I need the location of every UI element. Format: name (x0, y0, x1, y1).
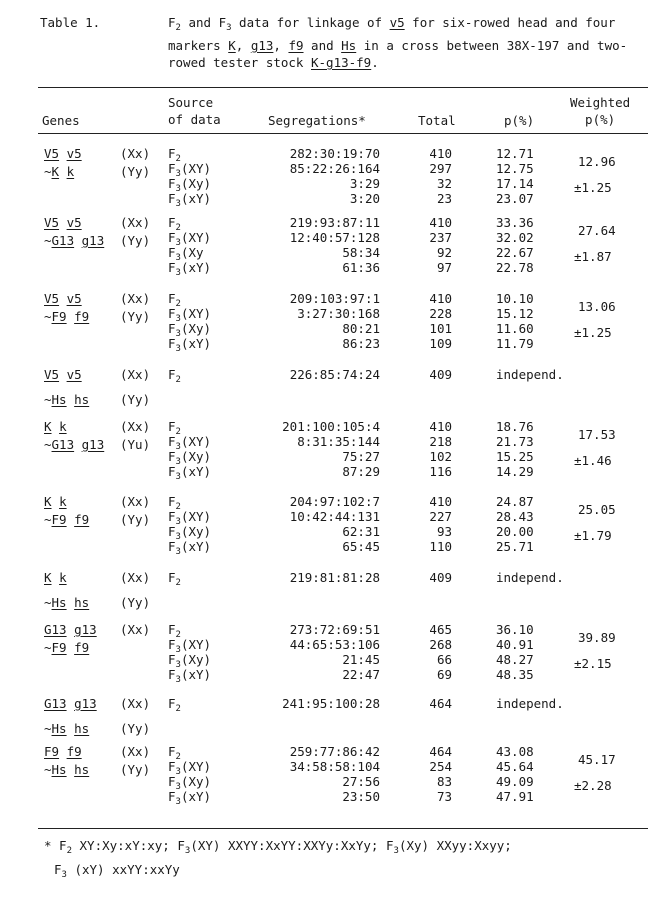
p-cell: 12.75 (496, 161, 534, 176)
bottom-rule (38, 828, 648, 829)
p-cell: 43.08 (496, 744, 534, 759)
source-cell: $F_3(Xy$ (168, 245, 204, 263)
gene-pair-first: V5 v5 (44, 146, 82, 161)
gene-code-second: (Yy) (120, 512, 151, 527)
header-weighted: Weighted p(%) (570, 95, 631, 127)
gene-code-first: (Xx) (120, 570, 151, 585)
weighted-value: 39.89 (578, 630, 616, 645)
header-total: Total (418, 113, 456, 128)
gene-pair-second: ~G13 g13 (44, 437, 105, 452)
top-rule (38, 87, 648, 88)
p-cell: 11.79 (496, 336, 534, 351)
weighted-value: 17.53 (578, 427, 616, 442)
segregation-cell: 241:95:100:28 (282, 696, 380, 711)
total-cell: 227 (429, 509, 452, 524)
segregation-cell: 3:27:30:168 (297, 306, 380, 321)
gene-code-first: (Xx) (120, 494, 151, 509)
gene-pair-first: K k (44, 419, 67, 434)
total-cell: 92 (436, 245, 452, 260)
gene-pair-second: ~Hs hs (44, 392, 90, 407)
p-cell: 48.35 (496, 667, 534, 682)
total-cell: 110 (429, 539, 452, 554)
gene-pair-second: ~G13 g13 (44, 233, 105, 248)
segregation-cell: 86:23 (342, 336, 380, 351)
total-cell: 102 (429, 449, 452, 464)
gene-code-first: (Xx) (120, 696, 151, 711)
p-cell: 22.67 (496, 245, 534, 260)
p-cell: 28.43 (496, 509, 534, 524)
source-cell: $F_3(xY)$ (168, 789, 212, 807)
total-cell: 410 (429, 146, 452, 161)
source-cell: $F_3(Xy)$ (168, 449, 212, 467)
source-cell: $F_2$ (168, 367, 181, 385)
total-cell: 410 (429, 215, 452, 230)
gene-pair-first: G13 g13 (44, 622, 97, 637)
source-cell: $F_3(xY)$ (168, 336, 212, 354)
total-cell: 254 (429, 759, 452, 774)
gene-code-second: (Yy) (120, 233, 151, 248)
segregation-cell: 201:100:105:4 (282, 419, 380, 434)
total-cell: 228 (429, 306, 452, 321)
source-cell: $F_2$ (168, 419, 181, 437)
gene-pair-second: ~Hs hs (44, 721, 90, 736)
source-cell: $F_2$ (168, 291, 181, 309)
p-cell: 24.87 (496, 494, 534, 509)
segregation-cell: 58:34 (342, 245, 380, 260)
gene-code-first: (Xx) (120, 419, 151, 434)
weighted-se: ±1.79 (574, 528, 612, 543)
segregation-cell: 8:31:35:144 (297, 434, 380, 449)
total-cell: 73 (436, 789, 452, 804)
total-cell: 237 (429, 230, 452, 245)
segregation-cell: 10:42:44:131 (289, 509, 380, 524)
segregation-cell: 44:65:53:106 (289, 637, 380, 652)
p-cell: 20.00 (496, 524, 534, 539)
gene-code-first: (Xx) (120, 744, 151, 759)
source-cell: $F_3(XY)$ (168, 230, 212, 248)
source-cell: $F_2$ (168, 696, 181, 714)
source-cell: $F_3(xY)$ (168, 191, 212, 209)
p-cell: independ. (496, 696, 564, 711)
source-cell: $F_3(Xy)$ (168, 774, 212, 792)
total-cell: 465 (429, 622, 452, 637)
header-genes: Genes (42, 113, 80, 128)
total-cell: 464 (429, 744, 452, 759)
total-cell: 464 (429, 696, 452, 711)
gene-pair-second: ~F9 f9 (44, 309, 90, 324)
source-cell: $F_3(xY)$ (168, 464, 212, 482)
gene-code-second: (Yy) (120, 392, 151, 407)
gene-pair-first: K k (44, 570, 67, 585)
gene-code-second: (Yy) (120, 164, 151, 179)
header-rule (38, 133, 648, 134)
source-cell: $F_2$ (168, 215, 181, 233)
gene-pair-first: G13 g13 (44, 696, 97, 711)
source-cell: $F_2$ (168, 744, 181, 762)
header-p: p(%) (504, 113, 535, 128)
total-cell: 97 (436, 260, 452, 275)
gene-pair-second: ~K k (44, 164, 75, 179)
source-cell: $F_3(XY)$ (168, 306, 212, 324)
p-cell: 10.10 (496, 291, 534, 306)
caption-label: Table 1. (40, 15, 101, 30)
weighted-se: ±1.25 (574, 180, 612, 195)
segregation-cell: 226:85:74:24 (289, 367, 380, 382)
segregation-cell: 34:58:58:104 (289, 759, 380, 774)
gene-pair-second: ~Hs hs (44, 762, 90, 777)
total-cell: 93 (436, 524, 452, 539)
total-cell: 409 (429, 367, 452, 382)
gene-pair-second: ~F9 f9 (44, 512, 90, 527)
segregation-cell: 273:72:69:51 (289, 622, 380, 637)
source-cell: $F_2$ (168, 146, 181, 164)
gene-code-first: (Xx) (120, 146, 151, 161)
segregation-cell: 61:36 (342, 260, 380, 275)
p-cell: 15.12 (496, 306, 534, 321)
segregation-cell: 219:81:81:28 (289, 570, 380, 585)
source-cell: $F_3(Xy)$ (168, 524, 212, 542)
gene-pair-second: ~Hs hs (44, 595, 90, 610)
gene-pair-first: F9 f9 (44, 744, 82, 759)
p-cell: 15.25 (496, 449, 534, 464)
p-cell: 48.27 (496, 652, 534, 667)
footnote-line-1: * $F_2$ XY:Xy:xY:xy; $F_3(XY)$ XXYY:XxYY:XXYy:XxYy; $F_3(Xy)$ XXyy:Xxyy; (44, 838, 512, 856)
weighted-value: 12.96 (578, 154, 616, 169)
segregation-cell: 23:50 (342, 789, 380, 804)
gene-code-second: (Yy) (120, 721, 151, 736)
total-cell: 297 (429, 161, 452, 176)
header-source: Source of data (168, 95, 221, 127)
p-cell: 49.09 (496, 774, 534, 789)
segregation-cell: 22:47 (342, 667, 380, 682)
weighted-value: 13.06 (578, 299, 616, 314)
segregation-cell: 12:40:57:128 (289, 230, 380, 245)
caption-text: $F_2$ and $F_3$ data for linkage of v5 for six-rowed head and four markers K, g13, f9 and Hs in a cross between 38X-197 and two-rowed tester stock K-g13-f9. (168, 15, 628, 70)
total-cell: 410 (429, 494, 452, 509)
total-cell: 83 (436, 774, 452, 789)
gene-code-second: (Yy) (120, 762, 151, 777)
weighted-se: ±2.15 (574, 656, 612, 671)
gene-pair-second: ~F9 f9 (44, 640, 90, 655)
segregation-cell: 259:77:86:42 (289, 744, 380, 759)
source-cell: $F_3(xY)$ (168, 667, 212, 685)
p-cell: 32.02 (496, 230, 534, 245)
segregation-cell: 65:45 (342, 539, 380, 554)
source-cell: $F_3(Xy)$ (168, 321, 212, 339)
total-cell: 116 (429, 464, 452, 479)
weighted-se: ±1.87 (574, 249, 612, 264)
p-cell: 14.29 (496, 464, 534, 479)
segregation-cell: 85:22:26:164 (289, 161, 380, 176)
gene-code-first: (Xx) (120, 291, 151, 306)
segregation-cell: 3:20 (349, 191, 380, 206)
p-cell: 40.91 (496, 637, 534, 652)
total-cell: 66 (436, 652, 452, 667)
p-cell: 17.14 (496, 176, 534, 191)
weighted-value: 27.64 (578, 223, 616, 238)
p-cell: 33.36 (496, 215, 534, 230)
source-cell: $F_3(XY)$ (168, 637, 212, 655)
gene-pair-first: V5 v5 (44, 215, 82, 230)
gene-code-second: (Yy) (120, 595, 151, 610)
total-cell: 410 (429, 419, 452, 434)
p-cell: 23.07 (496, 191, 534, 206)
gene-pair-first: V5 v5 (44, 291, 82, 306)
segregation-cell: 282:30:19:70 (289, 146, 380, 161)
p-cell: 21.73 (496, 434, 534, 449)
weighted-value: 45.17 (578, 752, 616, 767)
gene-pair-first: K k (44, 494, 67, 509)
segregation-cell: 27:56 (342, 774, 380, 789)
segregation-cell: 209:103:97:1 (289, 291, 380, 306)
p-cell: 45.64 (496, 759, 534, 774)
source-cell: $F_2$ (168, 622, 181, 640)
p-cell: 11.60 (496, 321, 534, 336)
segregation-cell: 219:93:87:11 (289, 215, 380, 230)
gene-code-first: (Xx) (120, 215, 151, 230)
segregation-cell: 87:29 (342, 464, 380, 479)
total-cell: 23 (436, 191, 452, 206)
gene-code-first: (Xx) (120, 367, 151, 382)
p-cell: 12.71 (496, 146, 534, 161)
gene-code-second: (Yy) (120, 309, 151, 324)
source-cell: $F_3(Xy)$ (168, 652, 212, 670)
segregation-cell: 204:97:102:7 (289, 494, 380, 509)
total-cell: 218 (429, 434, 452, 449)
source-cell: $F_3(xY)$ (168, 260, 212, 278)
source-cell: $F_2$ (168, 494, 181, 512)
p-cell: 22.78 (496, 260, 534, 275)
gene-code-second: (Yu) (120, 437, 151, 452)
source-cell: $F_3(Xy)$ (168, 176, 212, 194)
source-cell: $F_3(XY)$ (168, 434, 212, 452)
weighted-se: ±1.25 (574, 325, 612, 340)
total-cell: 69 (436, 667, 452, 682)
source-cell: $F_3(xY)$ (168, 539, 212, 557)
total-cell: 409 (429, 570, 452, 585)
segregation-cell: 3:29 (349, 176, 380, 191)
footnote-line-2: $F_3$ (xY) xxYY:xxYy (54, 862, 180, 880)
segregation-cell: 75:27 (342, 449, 380, 464)
p-cell: 18.76 (496, 419, 534, 434)
source-cell: $F_3(XY)$ (168, 759, 212, 777)
total-cell: 109 (429, 336, 452, 351)
gene-pair-first: V5 v5 (44, 367, 82, 382)
segregation-cell: 80:21 (342, 321, 380, 336)
p-cell: 36.10 (496, 622, 534, 637)
weighted-value: 25.05 (578, 502, 616, 517)
p-cell: independ. (496, 570, 564, 585)
gene-code-first: (Xx) (120, 622, 151, 637)
weighted-se: ±1.46 (574, 453, 612, 468)
total-cell: 101 (429, 321, 452, 336)
segregation-cell: 62:31 (342, 524, 380, 539)
p-cell: 25.71 (496, 539, 534, 554)
p-cell: 47.91 (496, 789, 534, 804)
total-cell: 268 (429, 637, 452, 652)
source-cell: $F_3(XY)$ (168, 509, 212, 527)
source-cell: $F_3(XY)$ (168, 161, 212, 179)
header-segregations: Segregations* (268, 113, 366, 128)
segregation-cell: 21:45 (342, 652, 380, 667)
source-cell: $F_2$ (168, 570, 181, 588)
total-cell: 410 (429, 291, 452, 306)
total-cell: 32 (436, 176, 452, 191)
p-cell: independ. (496, 367, 564, 382)
weighted-se: ±2.28 (574, 778, 612, 793)
